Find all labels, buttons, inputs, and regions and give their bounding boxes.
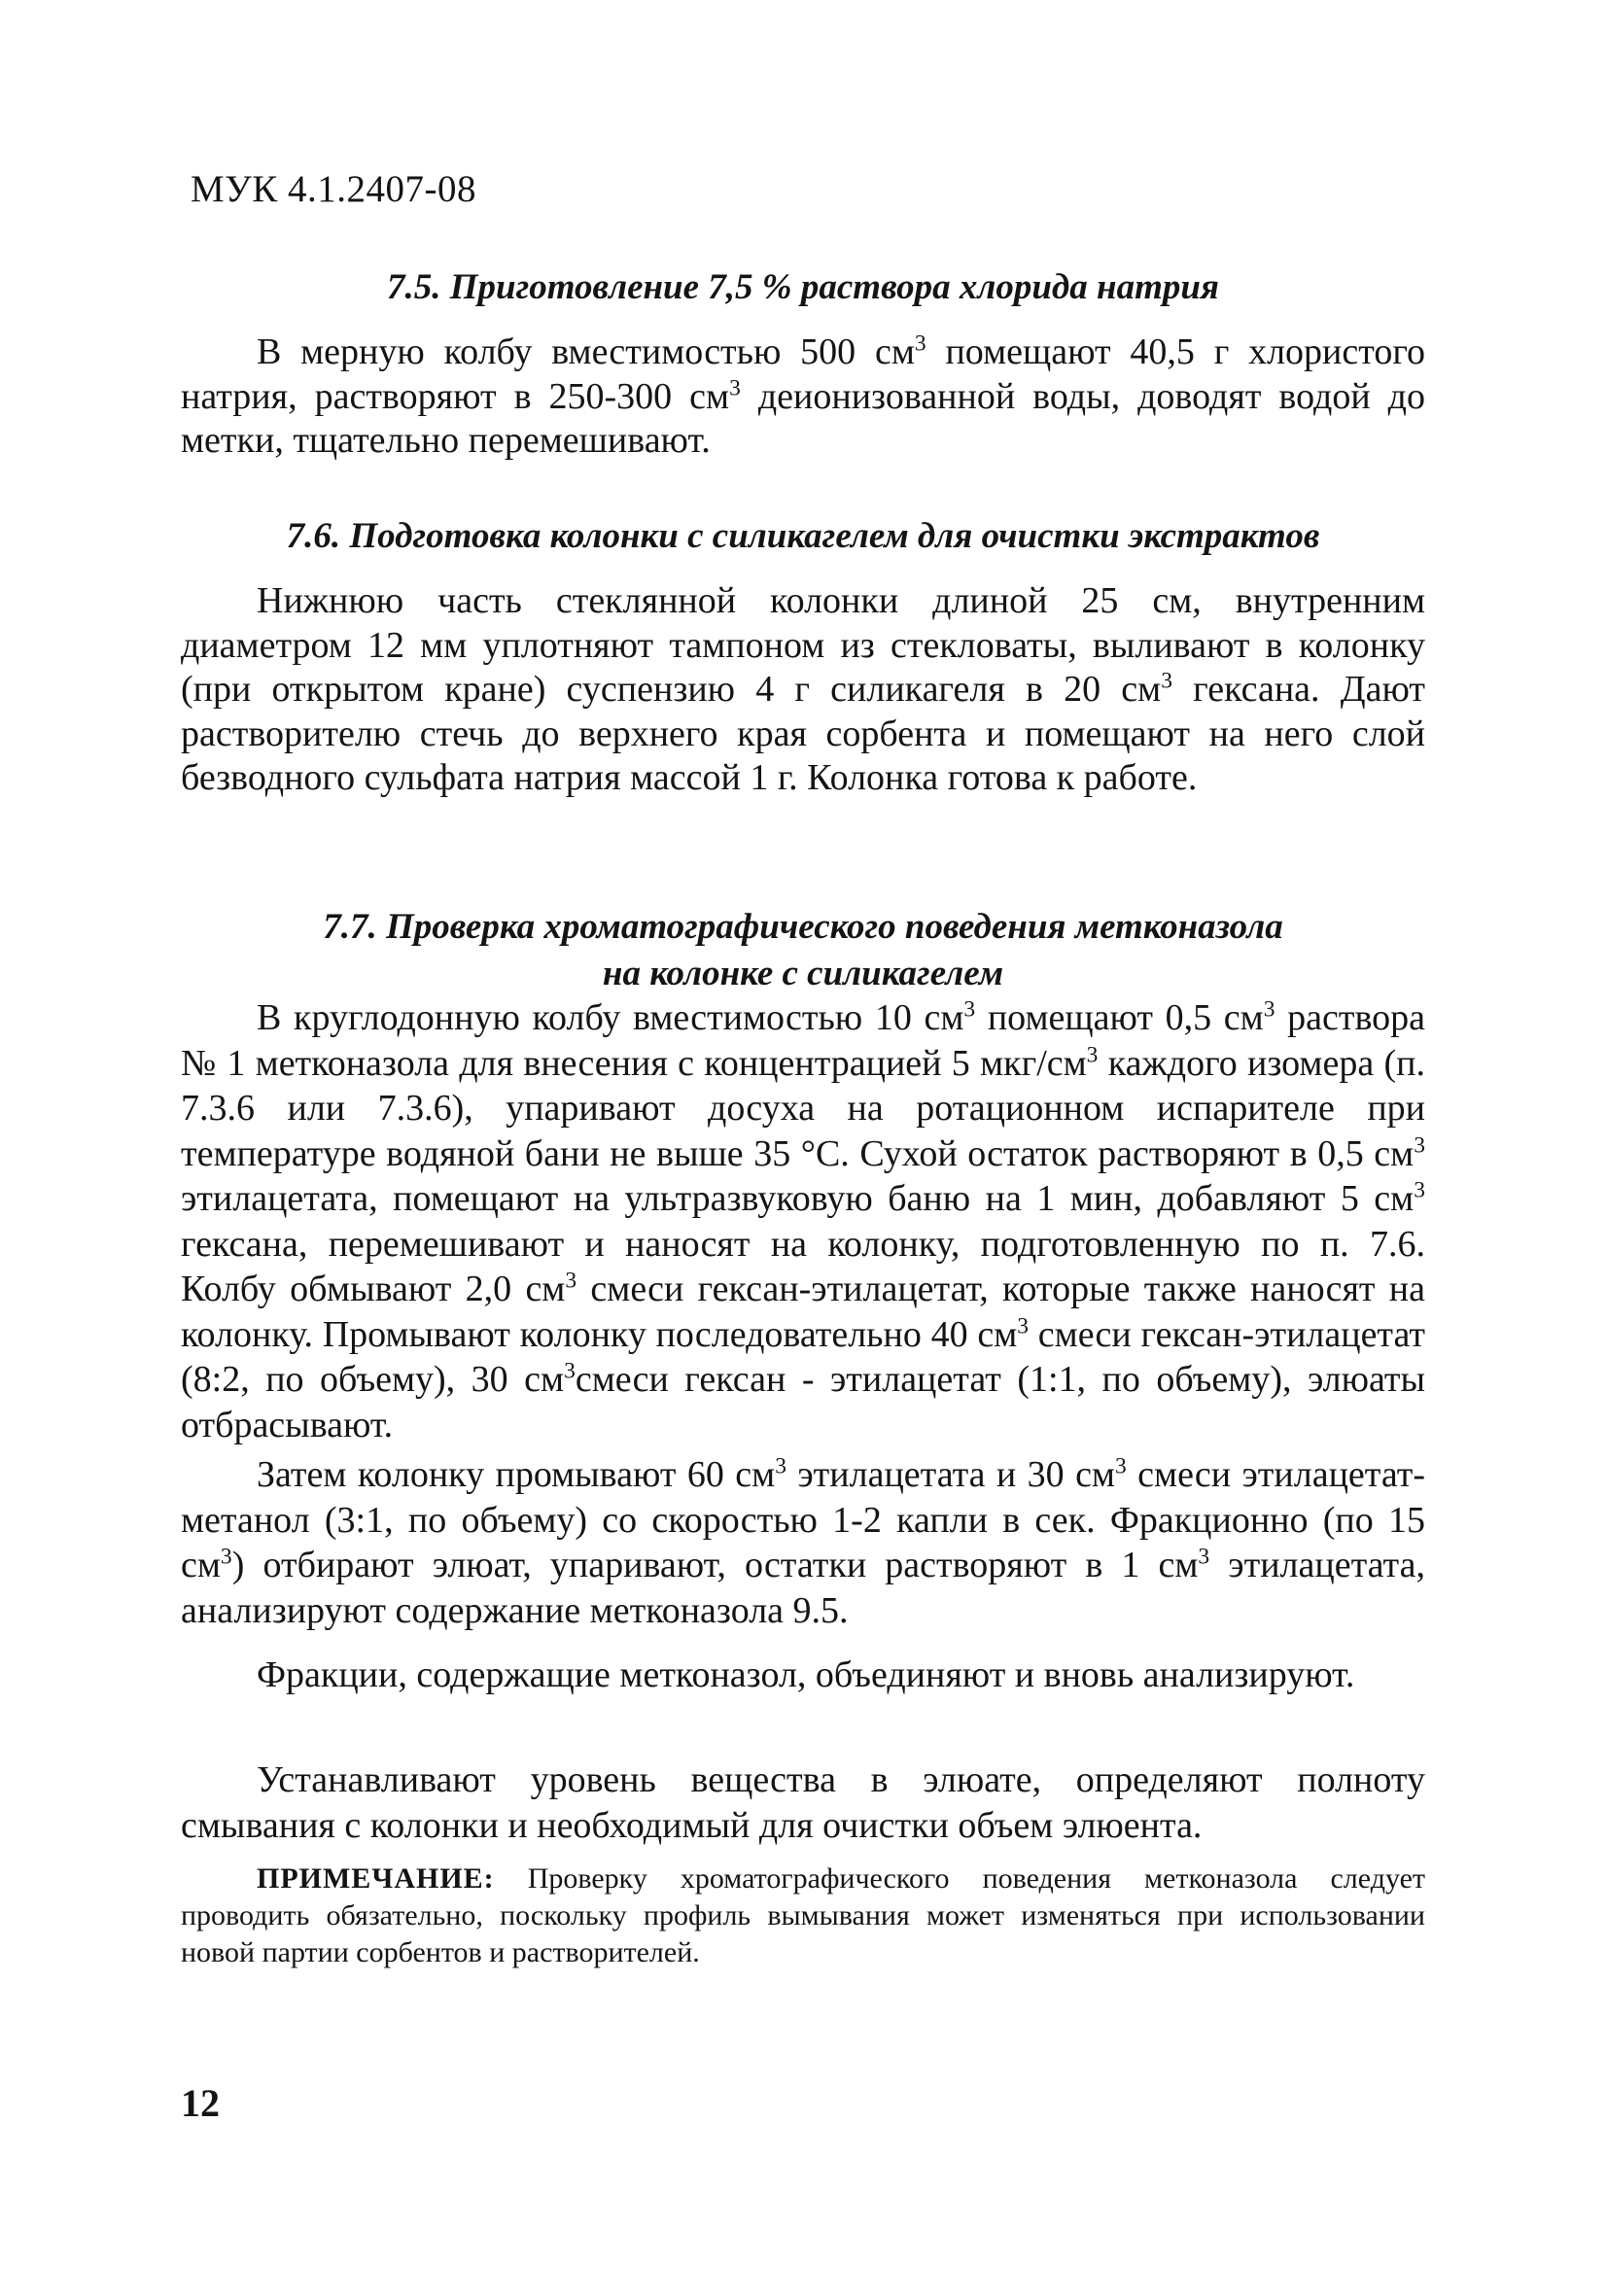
section-7-6-heading: 7.6. Подготовка колонки с силикагелем для очистки экстрактов [286, 516, 1320, 556]
section-7-5-paragraph: В мерную колбу вместимостью 500 $см^3$ помещают 40,5 г хлористого натрия, растворяют в 250-300 $см^3$ деионизованной воды, доводят водой до метки, тщательно перемешивают. [181, 330, 1426, 462]
note-text: Проверку хроматографического поведения метконазола следует проводить обязательно, поскольку профиль вымывания может изменяться при использовании новой партии сорбентов и растворителей. [181, 1862, 1425, 1968]
section-7-7-paragraph-1: В круглодонную колбу вместимостью 10 $см^3$ помещают 0,5 $см^3$ раствора № 1 метконазола для внесения с концентрацией 5 мкг/$см^3$ каждого изомера (п. 7.3.6 или 7.3.6), упаривают досуха на ротационном испарителе при температуре водяной бани не выше 35 °С. Сухой остаток растворяют в 0,5 $см^3$ этилацетата, помещают на ультразвуковую баню на 1 мин, добавляют 5 $см^3$ гексана, перемешивают и наносят на колонку, подготовленную по п. 7.6. Колбу обмывают 2,0 $см^3$ смеси гексан-этилацетат, которые также наносят на колонку. Промывают колонку последовательно 40 $см^3$ смеси гексан-этилацетат (8:2, по объему), 30 $см^3смеси$ гексан - этилацетат (1:1, по объему), элюаты отбрасывают. [181, 996, 1426, 1445]
section-7-6-paragraph: Нижнюю часть стеклянной колонки длиной 25 см, внутренним диаметром 12 мм уплотняют тампоном из стекловаты, выливают в колонку (при открытом кране) суспензию 4 г силикагеля в 20 $см^3$ гексана. Дают растворителю стечь до верхнего края сорбента и помещают на него слой безводного сульфата натрия массой 1 г. Колонка готова к работе. [181, 580, 1425, 799]
note [181, 1861, 1425, 1971]
document-code: МУК 4.1.2407-08 [191, 168, 477, 210]
section-7-7-heading [181, 904, 1425, 997]
note-label: ПРИМЕЧАНИЕ: [257, 1862, 495, 1895]
section-7-7-paragraph-4: Устанавливают уровень вещества в элюате, определяют полноту смывания с колонки и необходимый для очистки объем элюента. [181, 1759, 1425, 1846]
section-7-5-heading: 7.5. Приготовление 7,5 % раствора хлорида натрия [387, 267, 1219, 307]
section-7-7-heading-line-2: на колонке с силикагелем [602, 954, 1004, 993]
page-number: 12 [181, 2081, 220, 2125]
section-7-7-heading-line-1: 7.7. Проверка хроматографического поведения метконазола [323, 907, 1283, 947]
section-7-7-paragraph-2: Затем колонку промывают 60 $см^3$ этилацетата и 30 $см^3$ смеси этилацетат-метанол (3:1, по объему) со скоростью 1-2 капли в сек. Фракционно (по 15 $см^3$) отбирают элюат, упаривают, остатки растворяют в 1 $см^3$ этилацетата, анализируют содержание метконазола 9.5. [181, 1453, 1425, 1631]
section-7-7-paragraph-3: Фракции, содержащие метконазол, объединяют и вновь анализируют. [257, 1654, 1355, 1695]
